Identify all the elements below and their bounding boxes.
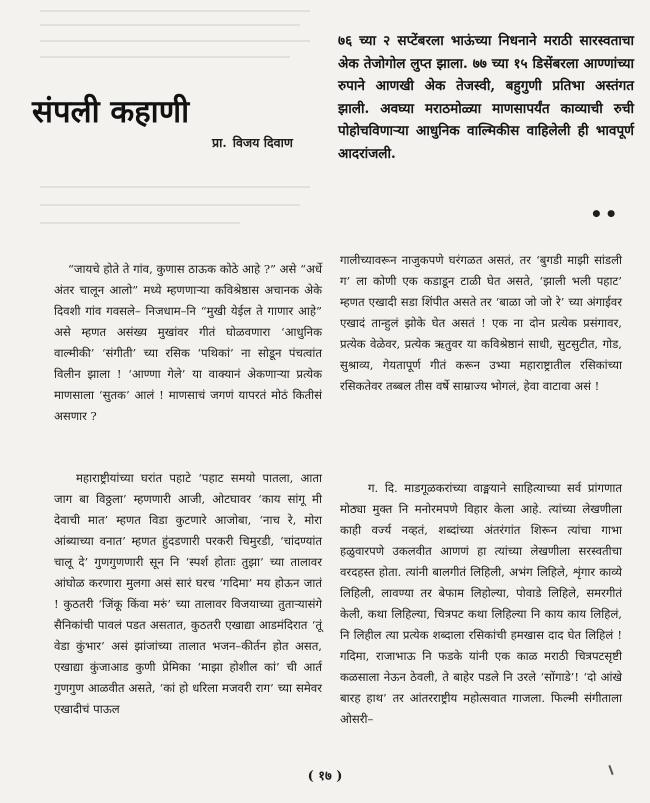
body-paragraph [340,478,622,730]
bleed-through-line [40,56,290,58]
body-paragraph [340,250,622,397]
intro-paragraph [338,30,634,166]
paragraph-text: ग. दि. माडगूळकरांच्या वाङ्मयाने साहित्याच्या सर्व प्रांगणात मोठ्या मुक्त नि मनोरमपणे विहार केला आहे. त्यांच्या लेखणीला काही वर्ज्य नव्हतं, शब्दांच्या अंतरंगांत शिरून त्यांचा गाभा हळुवारपणे उकलवीत आणणं हा त्यांच्या लेखणीला सरस्वतीचा वरदहस्त होता. त्यांनी बालगीतं लिहिली, अभंग लिहिले, शृंगार काव्ये लिहिली, लावण्या तर बेफाम लिहोल्या, पोवाडे लिहिले, समरगीतं केली, कथा लिहिल्या, चित्रपट कथा लिहिल्या नि काय काय लिहिलं, नि लिहील त्या प्रत्येक शब्दाला रसिकांची हमखास दाद घेत लिहिलं ! गदिमा, राजाभाऊ नि फडके यांनी एक काळ मराठी चित्रपटसृष्टी कळसाला नेऊन ठेवली, ते बाहेर पडले नि उरले ‘सोंगाडे’! ‘दो आंखे बारह हाथ’ तर आंतरराष्ट्रीय महोत्सवात गाजला. फिल्मी संगीताला ओसरी– [340,481,622,726]
paragraph-text: गालीच्यावरून नाजुकपणे घरंगळत असतं, तर ‘बुगडी माझी सांडली ग’ ला कोणी एक कडाडून टाळी घेत असते, ‘झाली भली पहाट’ म्हणत एखादी सडा शिंपीत असते तर ‘बाळा जो जो रे’ च्या अंगाईवर एखादं तान्हुलं झोके घेत असतं ! एक ना दोन प्रत्येक प्रसंगावर, प्रत्येक वेळेवर, प्रत्येक ऋतुवर या कविश्रेष्ठानं साधी, सुटसुटीत, गोड, सुश्राव्य, गेयतापूर्ण गीतं करून उभ्या महाराष्ट्रातील रसिकांच्या रसिकतेवर तब्बल तीस वर्षे साम्राज्य भोगलं, हेवा वाटावा असं ! [340,253,622,393]
paragraph-text: महाराष्ट्रीयांच्या घरांत पहाटे ‘पहाट समयो पातला, आता जाग बा विठ्ठला’ म्हणणारी आजी, ओटघावर ‘काय सांगू मी देवाची मात’ म्हणत विडा कुटणारे आजोबा, ‘नाच रे, मोरा आंब्याच्या वनात’ म्हणत हुंदडणारी परकरी चिमुरडी, ‘चांदण्यांत चालू दे’ गुणगुणणारी सून नि ‘स्पर्श होताः तुझा’ च्या तालावर आंघोळ करणारा मुलगा असं सारं घरच ‘गदिमा’ मय होऊन जातं ! कुठतरी ‘जिंकू किंवा मरुं’ च्या तालावर विजयाच्या तुताऱ्यासंगे सैनिकांची पावलं पडत असतात, कुठतरी एखाद्या आडमंदिरात ‘तूं वेडा कुंभार’ असं झांजांच्या तालात भजन–कीर्तन होत असत, एखाद्या कुंजाआड कुणी प्रेमिका ‘माझा होशील कां’ ची आर्त गुणगुण आळवीत असते, ‘कां हो धरिला मजवरी राग’ च्या समेवर एखादीचं पाऊल [54,471,322,716]
author-name: विजय दिवाण [232,135,293,150]
bleed-through-line [40,24,300,26]
intro-end-mark: •• [590,202,620,226]
author-prefix: प्रा. [212,135,227,150]
bleed-through-line [40,204,300,206]
bleed-through-line [40,40,310,42]
body-paragraph [54,259,322,427]
margin-mark [608,765,613,775]
bleed-through-line [40,222,240,224]
page-number: ( १७ ) [307,769,343,784]
bleed-through-line [40,186,310,188]
intro-text: ७६ च्या २ सप्टेंबरला भाऊंच्या निधनाने मराठी सारस्वताचा अेक तेजोगोल लुप्त झाला. ७७ च्या १५ डिसेंबरला आण्णांच्या रुपाने आणखी अेक तेजस्वी, बहुगुणी प्रतिभा अस्तंगत झाली. अवघ्या मराठमोळ्या माणसापर्यंत काव्याची रुची पोहोचविणाऱ्या आधुनिक वाल्मिकीस वाहिलेली ही भावपूर्ण आदरांजली. [338,33,634,162]
bleed-through-line [40,10,310,12]
article-title: संपली कहाणी [32,94,190,130]
paragraph-text: “जायचे होते ते गांव, कुणास ठाऊक कोठे आहे ?” असे “अर्धे अंतर चालून आलो” मध्ये म्हणणाऱ्या कविश्रेष्ठास अचानक अेके दिवशी गांव गवसले– निजधाम–नि “मुखी येईल ते गाणार आहे” असे म्हणत असंख्य मुखांवर गीतं घोळवणारा ‘आधुनिक वाल्मीकी’ ‘संगीती’ च्या रसिक ‘पथिकां’ ना सोडून पंचत्वांत विलीन झाला ! ‘आण्णा गेले’ या वाक्यानं अेकणाऱ्या प्रत्येक माणसाला ‘सुतक’ आलं ! माणसाचं जगणं यापरतं मोठं कितीसं असणार ? [54,262,322,423]
author-byline [212,134,293,151]
body-paragraph [54,468,322,720]
